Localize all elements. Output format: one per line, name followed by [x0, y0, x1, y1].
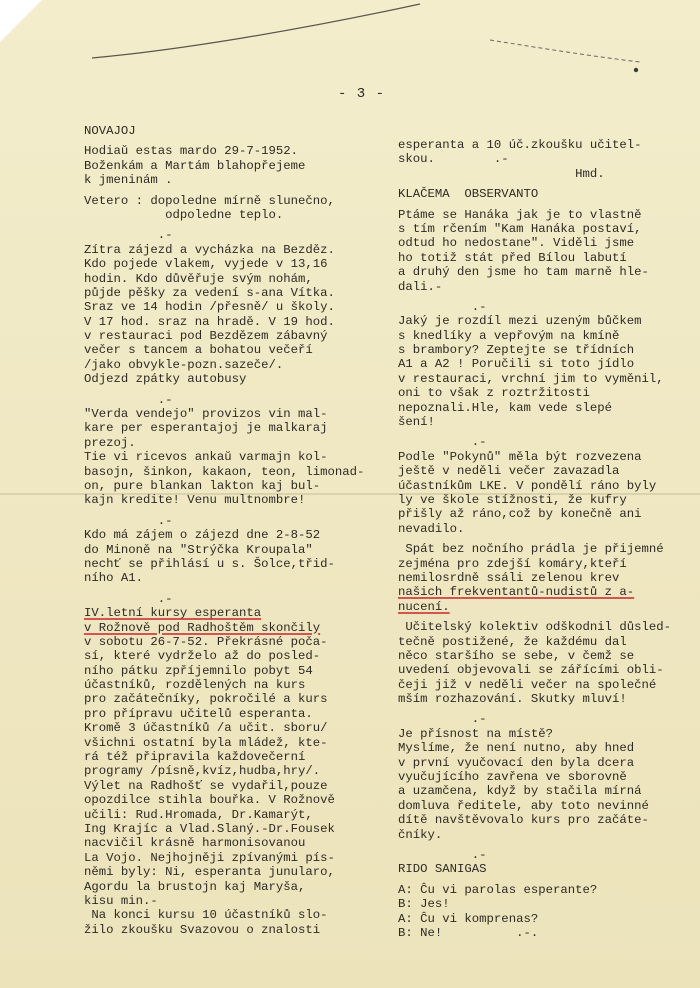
text-line: rá též připravila každovečerní — [84, 750, 306, 765]
text-line: A: Ĉu vi komprenas? — [398, 911, 539, 926]
section-separator: .- — [84, 228, 173, 243]
text-line: odtud ho nedostane". Viděli jsme — [398, 236, 635, 251]
text-line: A: Ĉu vi parolas esperante? — [398, 882, 598, 897]
text-line: nepoznali.Hle, kam vede slepé — [398, 400, 613, 415]
text-line: on, pure blankan lakton kaj bul- — [84, 478, 321, 493]
text-paragraph — [398, 727, 698, 842]
text-line: němi byly: Ni, esperanta junularo, — [84, 865, 335, 880]
section-separator: .- — [398, 712, 487, 727]
text-line: všichni ostatní byla mládež, kte- — [84, 735, 328, 750]
text-line: skou. .- — [398, 152, 509, 167]
text-line: Boženkám a Martám blahopřejeme — [84, 158, 306, 173]
text-line: v restauraci pod Bezdězem zábavný — [84, 329, 328, 344]
text-line: našich frekventantů-nudistů z a- — [398, 585, 635, 600]
text-line: s brambory? Zeptejte se třídních — [398, 343, 635, 358]
text-line: v sobotu 26-7-52. Překrásné poča- — [84, 634, 328, 649]
text-line: nucení. — [398, 599, 450, 614]
text-paragraph — [398, 883, 698, 941]
text-line: basojn, šinkon, kakaon, teon, limonad- — [84, 464, 365, 479]
text-line: ho totiž stát před Bílou labutí — [398, 250, 627, 265]
text-line: KLAČEMA OBSERVANTO — [398, 187, 539, 202]
text-paragraph — [84, 528, 384, 586]
text-line: ještě v neděli večer zavazadla — [398, 464, 620, 479]
text-line: prezoj. — [84, 435, 136, 450]
text-line: oni to však z roztržitosti — [398, 386, 590, 401]
text-paragraph — [84, 144, 384, 187]
text-line: Vetero : dopolednе mírně slunečno, — [84, 193, 335, 208]
pencil-marks — [0, 0, 700, 120]
text-line: účastníků, rozdělených na kurs — [84, 678, 306, 693]
text-line: pro přípravu učitelů esperanta. — [84, 706, 313, 721]
text-line: Na konci kursu 10 účastníků slo- — [84, 908, 328, 923]
text-line: dali.- — [398, 279, 443, 294]
text-line: v první vyučovací den byla dcera — [398, 755, 635, 770]
text-line: Tie vi ricevos ankaŭ varmajn kol- — [84, 450, 328, 465]
text-paragraph — [84, 194, 384, 223]
text-line: Odjezd zpátky autobusy — [84, 372, 247, 387]
text-line: s knedlíky a vepřovým na kmíně — [398, 328, 620, 343]
text-line: pro začátečníky, pokročilé a kurs — [84, 692, 328, 707]
text-paragraph — [398, 314, 698, 429]
text-line: "Verda vendejo" provizos vin mal- — [84, 407, 328, 422]
section-separator: .- — [84, 392, 173, 407]
text-line: RIDO SANIGAS — [398, 862, 487, 877]
text-line: žilo zkoušku Svazovou o znalosti — [84, 922, 321, 937]
text-paragraph — [84, 124, 384, 138]
text-line: Je přísnost na místě? — [398, 726, 553, 741]
page-number: - 3 - — [338, 86, 386, 102]
text-line: Agordu la brustojn kaj Maryša, — [84, 879, 306, 894]
text-line: Zítra zájezd a vycházka na Bezděz. — [84, 242, 335, 257]
text-line: esperanta a 10 úč.zkoušku učitel- — [398, 138, 642, 152]
text-line: v Rožnově pod Radhoštěm skončily — [84, 620, 321, 635]
text-line: Hmd. — [398, 166, 605, 181]
text-line: uvedení objevovali se zářícími obli- — [398, 663, 664, 678]
text-line: k jmeninám . — [84, 173, 173, 188]
text-line: V 17 hod. sraz na hradě. V 19 hod. — [84, 314, 335, 329]
text-line: zejména pro zdejší komáry,kteří — [398, 556, 627, 571]
text-line: kajn kredite! Venu multnombre! — [84, 493, 306, 508]
text-line: Podle "Pokynů" měla být rozvezena — [398, 449, 642, 464]
text-paragraph — [84, 606, 384, 937]
text-line: Hodiaŭ estas mardo 29-7-1952. — [84, 144, 299, 159]
section-separator: .- — [84, 513, 173, 528]
text-line: odpoledne teplo. — [84, 207, 284, 222]
text-paragraph — [84, 407, 384, 508]
text-line: IV.letní kursy esperanta — [84, 606, 262, 621]
text-line: Spát bez nočního prádla je přijemné — [398, 542, 664, 557]
section-separator: .- — [84, 591, 173, 606]
text-line: ního pátku zpříjemnilo pobyt 54 — [84, 663, 313, 678]
text-line: Ptáme se Hanáka jak je to vlastně — [398, 207, 642, 222]
text-line: přišly až ráno,což by konečně ani — [398, 507, 642, 522]
section-separator: .- — [398, 299, 487, 314]
text-line: La Vojo. Nejhojněji zpívanými pís- — [84, 850, 335, 865]
text-line: kare per esperantajoj je malkaraj — [84, 421, 328, 436]
text-line: mším rozhazování. Skutky mluví! — [398, 692, 627, 707]
text-line: něco staršího se sebe, v čemž se — [398, 648, 635, 663]
text-line: ního A1. — [84, 571, 144, 586]
text-line: a uzamčena, když by stačila mírná — [398, 784, 642, 799]
text-line: večer s tancem a bohatou večeří — [84, 343, 313, 358]
text-paragraph — [398, 450, 698, 536]
text-line: nacvičil krásně harmonisovanou — [84, 836, 306, 851]
section-separator: .- — [398, 435, 487, 450]
text-line: Kdo má zájem o zájezd dne 2-8-52 — [84, 528, 321, 543]
text-line: B: Ne! .-. — [398, 925, 539, 940]
text-paragraph — [398, 187, 698, 201]
left-column — [84, 124, 384, 943]
text-line: sí, které vydrželo až do posled- — [84, 649, 321, 664]
text-line: Kdo pojede vlakem, vyjede v 13,16 — [84, 257, 328, 272]
text-line: šení! — [398, 415, 435, 430]
text-line: Učitelský kolektiv odškodnil důsled- — [398, 620, 672, 635]
text-line: hodin. Kdo důvěřuje svým nohám, — [84, 271, 313, 286]
text-line: půjde pěšky za vedení s-ana Vítka. — [84, 285, 335, 300]
text-line: dítě navštěvovalo kurs pro začáte- — [398, 813, 649, 828]
text-line: vyučujícího zavřena ve sborovně — [398, 770, 627, 785]
text-line: ly ve škole stížnosti, že kufry — [398, 492, 627, 507]
text-line: nevadilo. — [398, 521, 465, 536]
text-line: účastníkům LKE. V pondělí ráno byly — [398, 478, 657, 493]
right-column — [398, 138, 698, 946]
text-paragraph — [398, 208, 698, 294]
text-line: Sraz ve 14 hodin /přesně/ u školy. — [84, 300, 335, 315]
text-paragraph — [84, 243, 384, 387]
text-line: do Minoně na "Strýčka Kroupala" — [84, 542, 313, 557]
text-line: tečně postižené, že každému dal — [398, 634, 627, 649]
section-separator: .- — [398, 847, 487, 862]
text-line: NOVAJOJ — [84, 124, 136, 138]
text-line: čníky. — [398, 827, 443, 842]
text-line: kisu min.- — [84, 893, 158, 908]
text-line: B: Jes! — [398, 897, 450, 912]
text-line: Myslíme, že není nutno, aby hned — [398, 741, 635, 756]
text-line: nemilosrdně ssáli zelenou krev — [398, 570, 620, 585]
text-line: a druhý den jsme ho tam marně hle- — [398, 265, 649, 280]
text-paragraph — [398, 138, 698, 181]
text-line: /jako obvykle-pozn.sazeče/. — [84, 357, 284, 372]
text-paragraph — [398, 620, 698, 706]
text-line: čeji již v neděli večer na společné — [398, 677, 657, 692]
text-line: Výlet na Radhošť se vydařil,pouze — [84, 778, 328, 793]
text-line: nechť se přihlásí u s. Šolce,třid- — [84, 556, 335, 571]
text-line: Ing Krajíc a Vlad.Slaný.-Dr.Fousek — [84, 821, 335, 836]
text-line: v restauraci, vrchní jim to vyměnil, — [398, 371, 664, 386]
text-line: učili: Rud.Hromada, Dr.Kamarýt, — [84, 807, 313, 822]
text-line: Kromě 3 účastníků /a učit. sboru/ — [84, 721, 328, 736]
text-line: opozdilce stihla bouřka. V Rožnově — [84, 793, 335, 808]
text-line: domluva ředitele, aby toto nevinné — [398, 798, 649, 813]
text-line: s tím rčením "Kam Hanáka postaví, — [398, 221, 642, 236]
text-paragraph — [398, 542, 698, 614]
text-line: A1 a A2 ! Poručili si toto jídlo — [398, 357, 635, 372]
text-paragraph — [398, 862, 698, 876]
text-line: Jaký je rozdíl mezi uzeným bůčkem — [398, 314, 642, 329]
text-line: programy /písně,kvíz,hudba,hry/. — [84, 764, 321, 779]
